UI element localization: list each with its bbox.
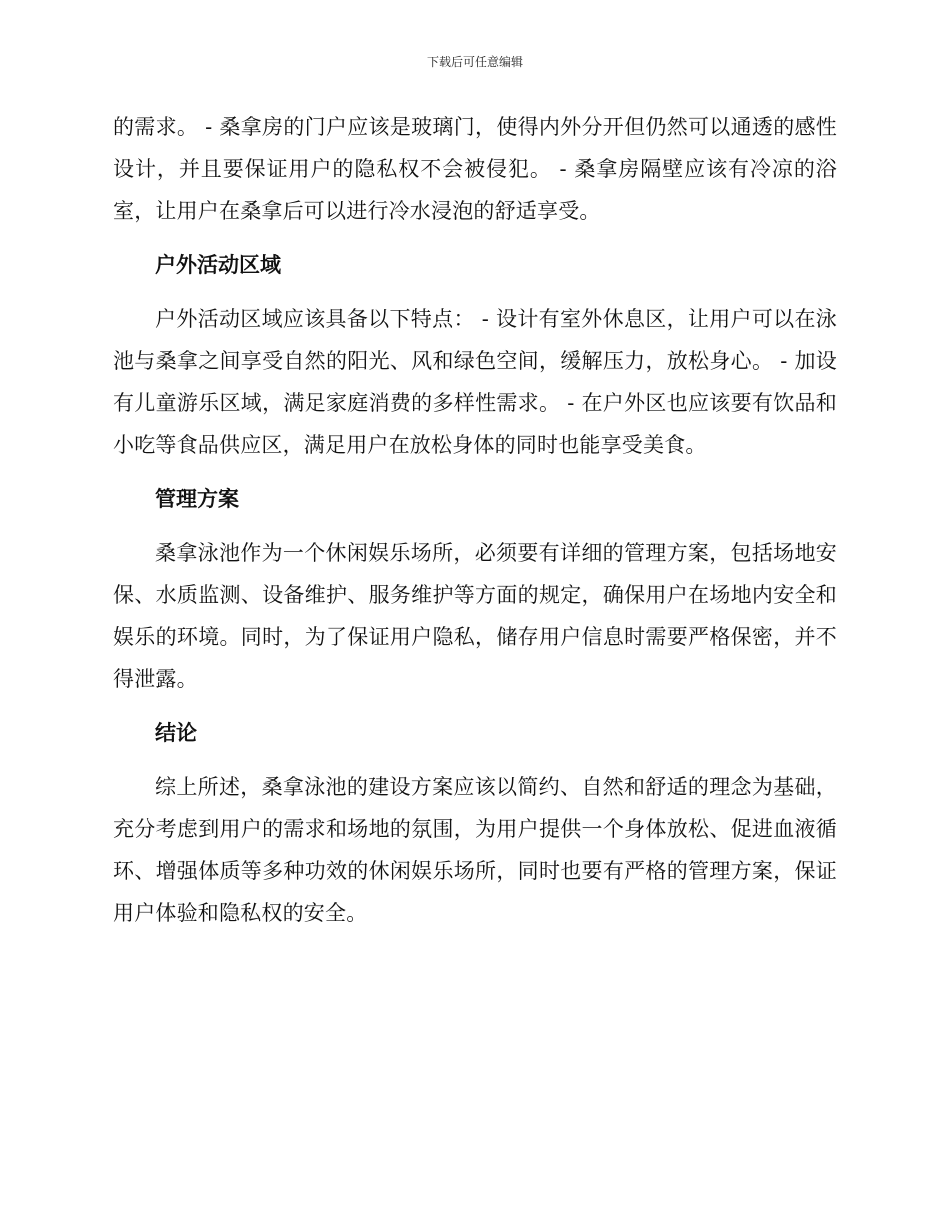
document-body [113,106,837,934]
section-heading-conclusion: 结论 [155,721,197,745]
section-outdoor-area [113,244,837,466]
section-management-plan [113,478,837,700]
section-heading-management-plan: 管理方案 [155,487,239,511]
intro-paragraph: 的需求。 - 桑拿房的门户应该是玻璃门，使得内外分开但仍然可以通透的感性设计，并且要保证用户的隐私权不会被侵犯。 - 桑拿房隔壁应该有冷凉的浴室，让用户在桑拿后可以进行冷水浸泡的舒适享受。 [113,115,837,223]
section-body-management-plan: 桑拿泳池作为一个休闲娱乐场所，必须要有详细的管理方案，包括场地安保、水质监测、设备维护、服务维护等方面的规定，确保用户在场地内安全和娱乐的环境。同时，为了保证用户隐私，储存用户信息时需要严格保密，并不得泄露。 [113,541,837,691]
page-header: 下载后可任意编辑 [426,55,523,69]
section-conclusion [113,712,837,934]
section-body-outdoor-area: 户外活动区域应该具备以下特点： - 设计有室外休息区，让用户可以在泳池与桑拿之间享受自然的阳光、风和绿色空间，缓解压力，放松身心。 - 加设有儿童游乐区域，满足家庭消费的多样性需求。 - 在户外区也应该要有饮品和小吃等食品供应区，满足用户在放松身体的同时也能享受美食。 [113,307,837,457]
section-body-conclusion: 综上所述，桑拿泳池的建设方案应该以简约、自然和舒适的理念为基础，充分考虑到用户的需求和场地的氛围，为用户提供一个身体放松、促进血液循环、增强体质等多种功效的休闲娱乐场所，同时也要有严格的管理方案，保证用户体验和隐私权的安全。 [113,775,837,925]
section-heading-outdoor-area: 户外活动区域 [155,253,281,277]
